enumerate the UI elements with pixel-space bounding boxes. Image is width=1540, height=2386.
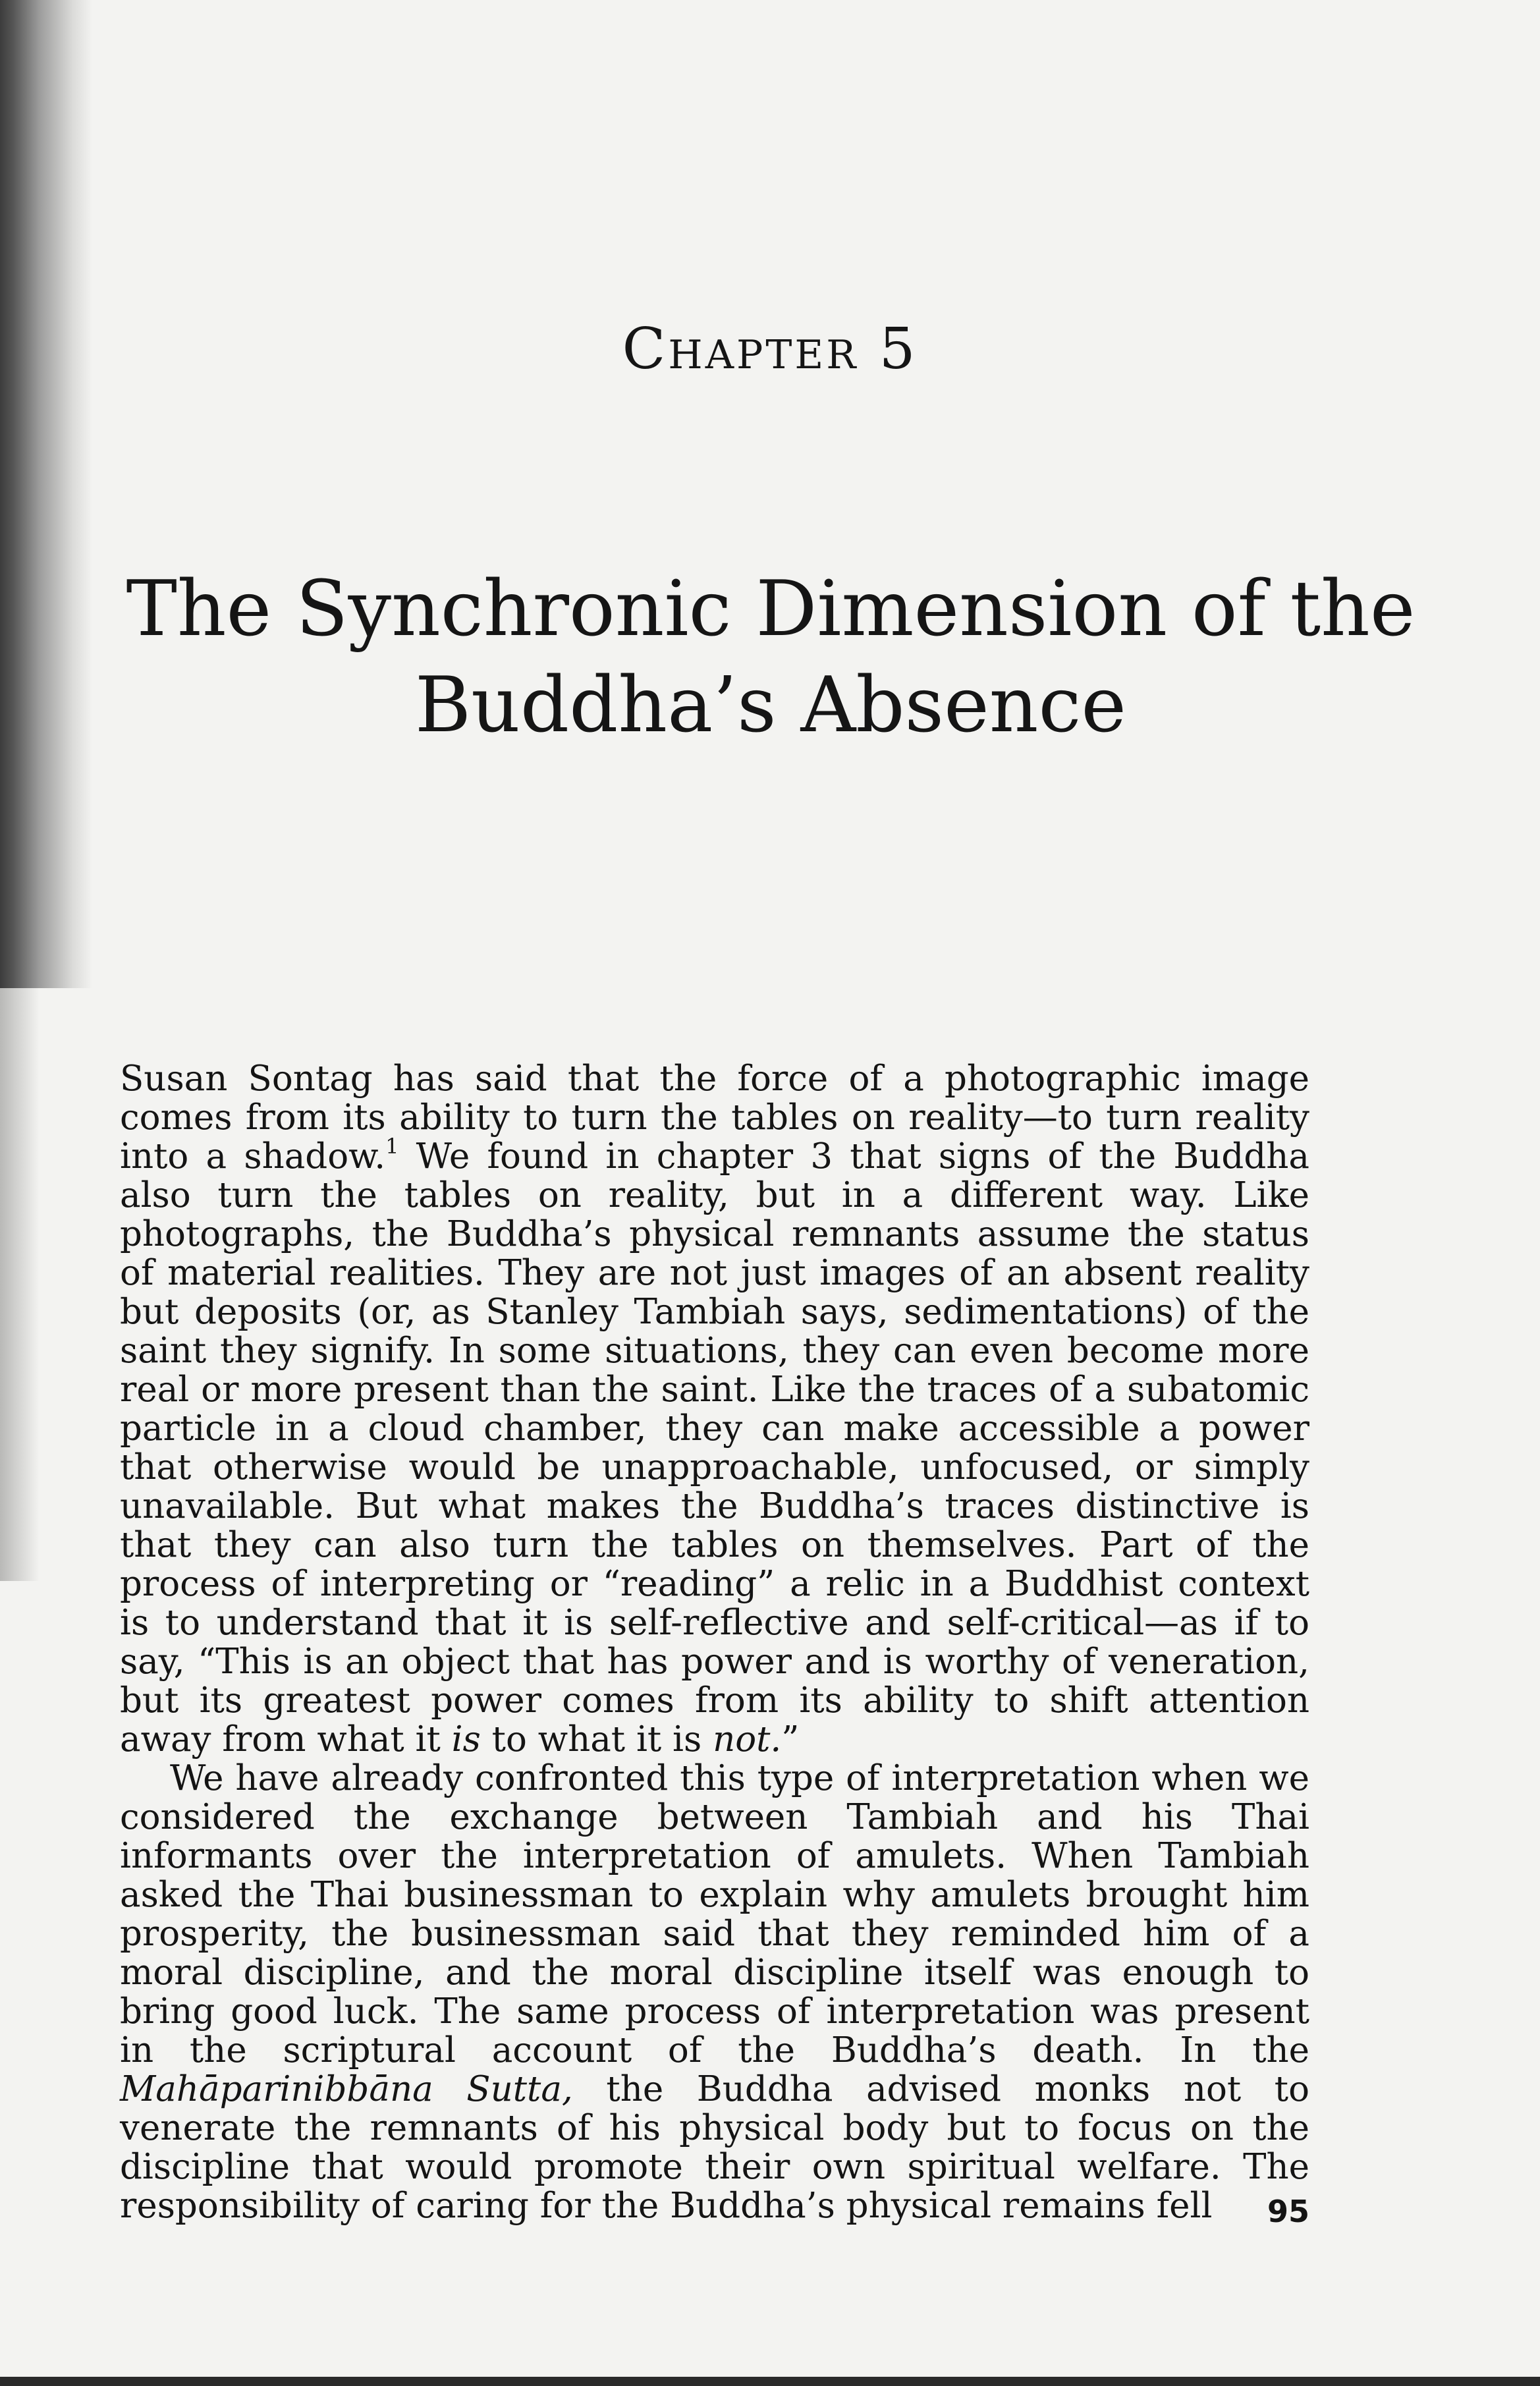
paragraph-2 (120, 1759, 1309, 2225)
chapter-label: Chapter 5 (622, 316, 918, 382)
paragraph-2-text-a: We have already confronted this type of interpretation when we considered the exchange between Tambiah and his Thai informants over the interpretation of amulets. When Tambiah asked the Thai businessman to explain why amulets brought him prosperity, the businessman said that they reminded him of a moral discipline, and the moral discipline itself was enough to bring good luck. The same process of interpretation was present in the scriptural account of the Buddha’s death. In the (120, 1758, 1309, 2070)
chapter-title (112, 561, 1429, 754)
page-number: 95 (1267, 2194, 1309, 2229)
paragraph-1-emphasis-is: is (451, 1719, 481, 1760)
page-binding-shadow (0, 0, 92, 988)
paragraph-2-emphasis-sutta: Mahāparinibbāna Sutta, (120, 2069, 573, 2109)
paragraph-1-text-c: to what it is (480, 1719, 713, 1760)
footnote-marker: 1 (385, 1134, 399, 1159)
chapter-title-line-1: The Synchronic Dimension of the (126, 565, 1416, 653)
paragraph-1-text-a: Susan Sontag has said that the force of a photographic image comes from its ability to turn the tables on reality—to turn reality into a shadow. (120, 1059, 1309, 1177)
paragraph-1 (120, 1059, 1309, 1759)
chapter-title-line-2: Buddha’s Absence (414, 661, 1127, 750)
page-bottom-edge (0, 2377, 1540, 2386)
paragraph-1-text-b: We found in chapter 3 that signs of the Buddha also turn the tables on reality, but in a different way. Like photographs, the Buddha’s physical remnants assume the status of material realities. They are not just images of an absent reality but deposits (or, as Stanley Tambiah says, sedimentations) of the saint they signify. In some situations, they can even become more real or more present than the saint. Like the traces of a subatomic particle in a cloud chamber, they can make accessible a power that otherwise would be unapproachable, unfocused, or simply unavailable. But what makes the Buddha’s traces distinctive is that they can also turn the tables on themselves. Part of the process of interpreting or “reading” a relic in a Buddhist context is to understand that it is self-reflective and self-critical—as if to say, “This is an object that has power and is worthy of veneration, but its greatest power comes from its ability to shift attention away from what it (120, 1136, 1309, 1760)
page-binding-shadow-lower (0, 988, 40, 1581)
body-text (120, 1059, 1309, 2225)
paragraph-2-text-b: the Buddha advised monks not to venerate the remnants of his physical body but to focus on the discipline that would promote their own spiritual welfare. The responsibility of caring for the Buddha’s physical remains fell (120, 2069, 1309, 2226)
paragraph-1-emphasis-not: not. (713, 1719, 782, 1760)
paragraph-1-text-d: ” (781, 1719, 800, 1760)
